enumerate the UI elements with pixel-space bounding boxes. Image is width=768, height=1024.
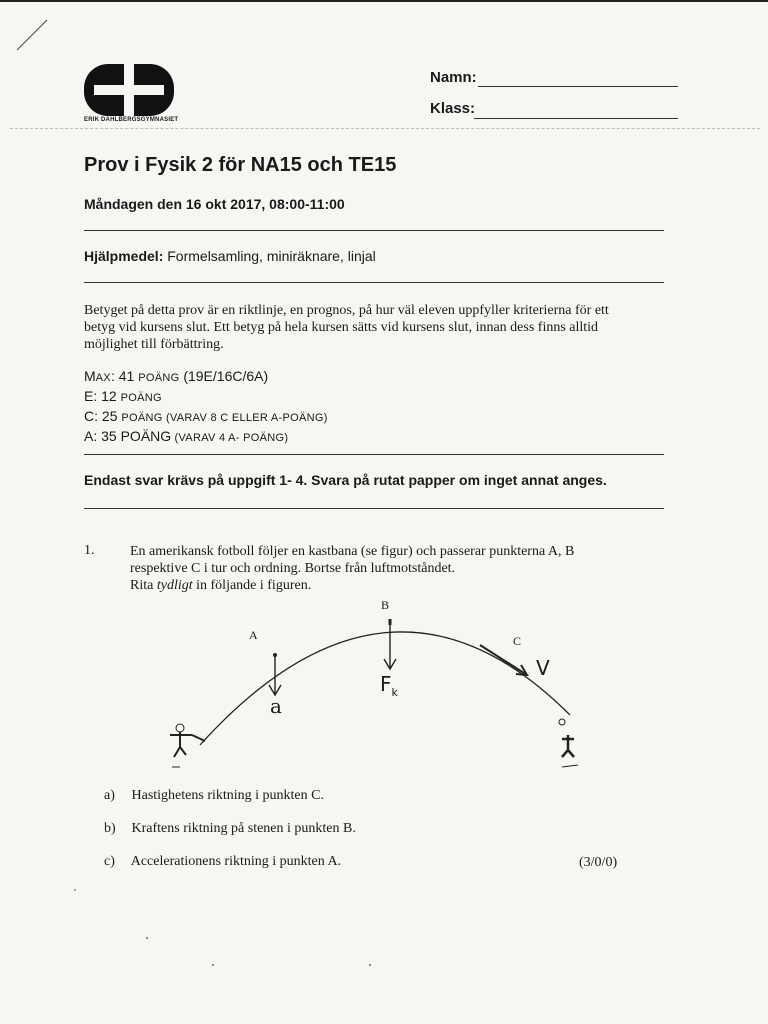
- intro-paragraph: [84, 302, 684, 353]
- label-a: A: [249, 628, 258, 642]
- score-max: [84, 367, 328, 387]
- handwritten-fk-main: F: [380, 672, 392, 696]
- question-points: (3/0/0): [579, 855, 618, 870]
- exam-title: Prov i Fysik 2 för NA15 och TE15: [84, 154, 397, 176]
- school-name: ERIK DAHLBERGSGYMNASIET: [84, 117, 179, 123]
- sub-question-item: [104, 788, 356, 821]
- score-c-rest: (VARAV 8 C ELLER A-POÄNG): [162, 412, 328, 424]
- name-field-line[interactable]: [478, 86, 678, 87]
- label-c: C: [513, 634, 522, 648]
- score-a-value: : 35: [93, 428, 121, 444]
- aids-line: [84, 248, 376, 264]
- handwritten-v: V: [536, 656, 550, 680]
- sub-questions: [104, 788, 356, 887]
- score-e-value: : 12: [93, 388, 121, 404]
- name-label: Namn:: [430, 69, 477, 86]
- acceleration-arrow: [269, 655, 281, 695]
- score-a-rest: (VARAV 4 A- POÄNG): [171, 432, 289, 444]
- thrower-figure: [170, 724, 205, 767]
- score-a-head: A: [84, 428, 94, 444]
- aids-value: Formelsamling, miniräknare, linjal: [167, 248, 376, 264]
- score-c-value: : 25: [94, 408, 122, 424]
- handwritten-fk-sub: k: [391, 686, 398, 699]
- pen-stroke-mark: [15, 18, 51, 54]
- divider: [84, 230, 664, 231]
- school-logo: [84, 64, 174, 116]
- handwritten-a: a: [270, 694, 282, 718]
- receiver-figure: [559, 719, 578, 767]
- divider: [84, 282, 664, 283]
- sub-question-label: c): [104, 854, 115, 869]
- score-max-unit: POÄNG: [138, 372, 180, 384]
- score-c-unit: POÄNG: [121, 412, 163, 424]
- sub-question-label: b): [104, 821, 116, 836]
- velocity-arrow: [480, 645, 527, 675]
- sub-question-text: Kraftens riktning på stenen i punkten B.: [131, 821, 356, 836]
- question-line3-suffix: in följande i figuren.: [192, 578, 312, 593]
- scan-speckles: [0, 880, 768, 1024]
- score-e: [84, 387, 328, 407]
- score-max-rest: (19E/16C/6A): [179, 368, 269, 384]
- sub-question-text: Hastighetens riktning i punkten C.: [131, 788, 324, 803]
- question-line: [130, 577, 650, 594]
- sub-question-text: Accelerationens riktning i punkten A.: [130, 854, 342, 869]
- divider: [84, 454, 664, 455]
- class-label: Klass:: [430, 100, 476, 117]
- intro-line: möjlighet till förbättring.: [84, 337, 224, 352]
- label-b: B: [381, 598, 390, 612]
- question-line: En amerikansk fotboll följer en kastbana (se figur) och passerar punkterna A, B: [130, 544, 575, 559]
- divider: [84, 508, 664, 509]
- question-text: [130, 543, 650, 594]
- sub-question-label: a): [104, 788, 115, 803]
- score-a: [84, 427, 328, 447]
- score-c: [84, 407, 328, 427]
- page-top-edge: [0, 0, 768, 2]
- scan-dash-line: [10, 128, 760, 129]
- aids-label: Hjälpmedel:: [84, 248, 164, 264]
- score-c-head: C: [84, 408, 95, 424]
- score-e-unit: POÄNG: [120, 392, 162, 404]
- instruction: Endast svar krävs på uppgift 1- 4. Svara på rutat papper om inget annat anges.: [84, 472, 607, 488]
- class-field-line[interactable]: [474, 118, 678, 119]
- question-line3-prefix: Rita: [130, 578, 157, 593]
- sub-question-item: [104, 821, 356, 854]
- score-e-head: E: [84, 388, 94, 404]
- exam-date: Måndagen den 16 okt 2017, 08:00-11:00: [84, 196, 345, 212]
- question-number: 1.: [84, 543, 95, 558]
- question-line3-em: tydligt: [156, 578, 193, 593]
- handwritten-fk: [380, 672, 398, 699]
- score-max-value: : 41: [110, 368, 139, 384]
- intro-line: Betyget på detta prov är en riktlinje, en prognos, på hur väl eleven uppfyller kriterierna för ett: [84, 303, 609, 318]
- score-max-headsmall: AX: [95, 372, 111, 384]
- question-line: respektive C i tur och ordning. Bortse från luftmotståndet.: [130, 561, 456, 576]
- score-a-unit: POÄNG: [120, 428, 172, 444]
- scoring-block: [84, 367, 328, 447]
- intro-line: betyg vid kursens slut. Ett betyg på hela kursen sätts vid kursens slut, innan dess finns alltid: [84, 320, 599, 335]
- score-max-head: M: [84, 368, 96, 384]
